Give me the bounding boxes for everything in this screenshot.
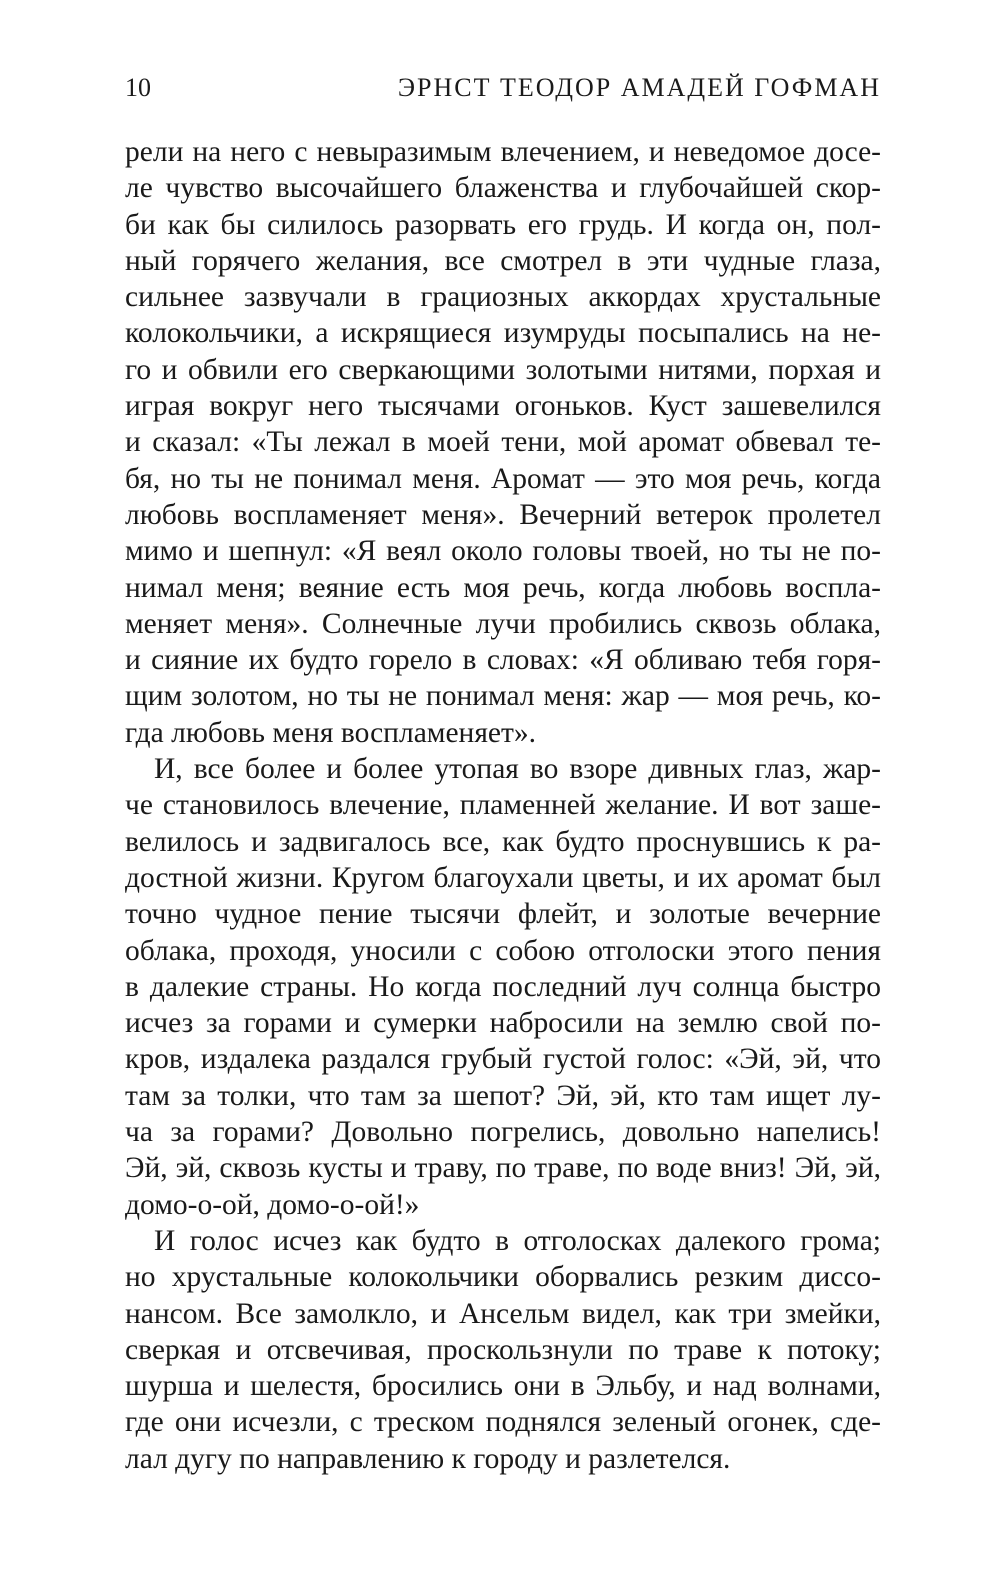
page-header [125,68,881,108]
text-line: бя, но ты не понимал меня. Аромат — это моя речь, когда [125,462,881,495]
text-line: меняет меня». Солнечные лучи пробились сквозь облака, [125,607,881,640]
paragraph-3 [125,1223,881,1477]
text-line: гда любовь меня воспламеняет». [125,716,537,749]
text-line: го и обвили его сверкающими золотыми нитями, порхая и [125,353,881,386]
text-line: играя вокруг него тысячами огоньков. Куст зашевелился [125,390,881,423]
text-line: кров, издалека раздался грубый густой голос: «Эй, эй, что [125,1043,881,1076]
page-number: 10 [125,73,151,102]
text-line: би как бы силилось разорвать его грудь. И когда он, пол- [125,208,881,241]
text-line: лал дугу по направлению к городу и разлетелся. [125,1442,731,1475]
text-line: велилось и задвигалось все, как будто проснувшись к ра- [125,825,881,858]
text-line: облака, проходя, уносили с собою отголоски этого пения [125,934,881,967]
text-line: достной жизни. Кругом благоухали цветы, и их аромат был [125,861,881,894]
running-head-author: ЭРНСТ ТЕОДОР АМАДЕЙ ГОФМАН [397,73,881,102]
text-line: любовь воспламеняет меня». Вечерний ветерок пролетел [125,498,881,531]
text-line: И, все более и более утопая во взоре дивных глаз, жар- [154,753,881,786]
text-line: где они исчезли, с треском поднялся зеленый огонек, сде- [125,1406,881,1439]
text-line: исчез за горами и сумерки набросили на землю свой по- [125,1007,881,1040]
text-line: и сияние их будто горело в словах: «Я обливаю тебя горя- [125,644,881,677]
text-line: там за толки, что там за шепот? Эй, эй, кто там ищет лу- [125,1079,881,1112]
text-line: и сказал: «Ты лежал в моей тени, мой аромат обвевал те- [125,426,881,459]
text-line: домо-о-ой, домо-о-ой!» [125,1188,420,1221]
text-line: ча за горами? Довольно погрелись, довольно напелись! [125,1116,881,1149]
text-line: че становилось влечение, пламенней желание. И вот заше- [125,789,881,822]
text-line: нимал меня; веяние есть моя речь, когда любовь воспла- [125,571,881,604]
text-line: И голос исчез как будто в отголосках далекого грома; [154,1224,881,1257]
text-line: точно чудное пение тысячи флейт, и золотые вечерние [125,898,881,931]
text-line: рели на него с невыразимым влечением, и неведомое досе- [125,136,881,168]
text-line: в далекие страны. Но когда последний луч солнца быстро [125,970,881,1003]
text-line: щим золотом, но ты не понимал меня: жар — моя речь, ко- [125,680,881,713]
text-line: ле чувство высочайшего блаженства и глубочайшей скор- [125,172,881,205]
text-line: сверкая и отсвечивая, проскользнули по траве к потоку; [125,1333,881,1366]
text-line: колокольчики, а искрящиеся изумруды посыпались на не- [125,317,881,350]
text-line: нансом. Все замолкло, и Ансельм видел, как три змейки, [125,1297,881,1330]
text-line: сильнее зазвучали в грациозных аккордах хрустальные [125,281,881,314]
text-line: но хрустальные колокольчики оборвались резким диссо- [125,1261,881,1294]
text-line: мимо и шепнул: «Я веял около головы твоей, но ты не по- [125,535,881,568]
body-text [125,134,881,1477]
text-line: шурша и шелестя, бросились они в Эльбу, и над волнами, [125,1370,881,1403]
paragraph-2 [125,751,881,1223]
text-line: Эй, эй, сквозь кусты и траву, по траве, по воде вниз! Эй, эй, [125,1152,881,1185]
paragraph-1 [125,134,881,751]
text-line: ный горячего желания, все смотрел в эти чудные глаза, [125,244,881,277]
